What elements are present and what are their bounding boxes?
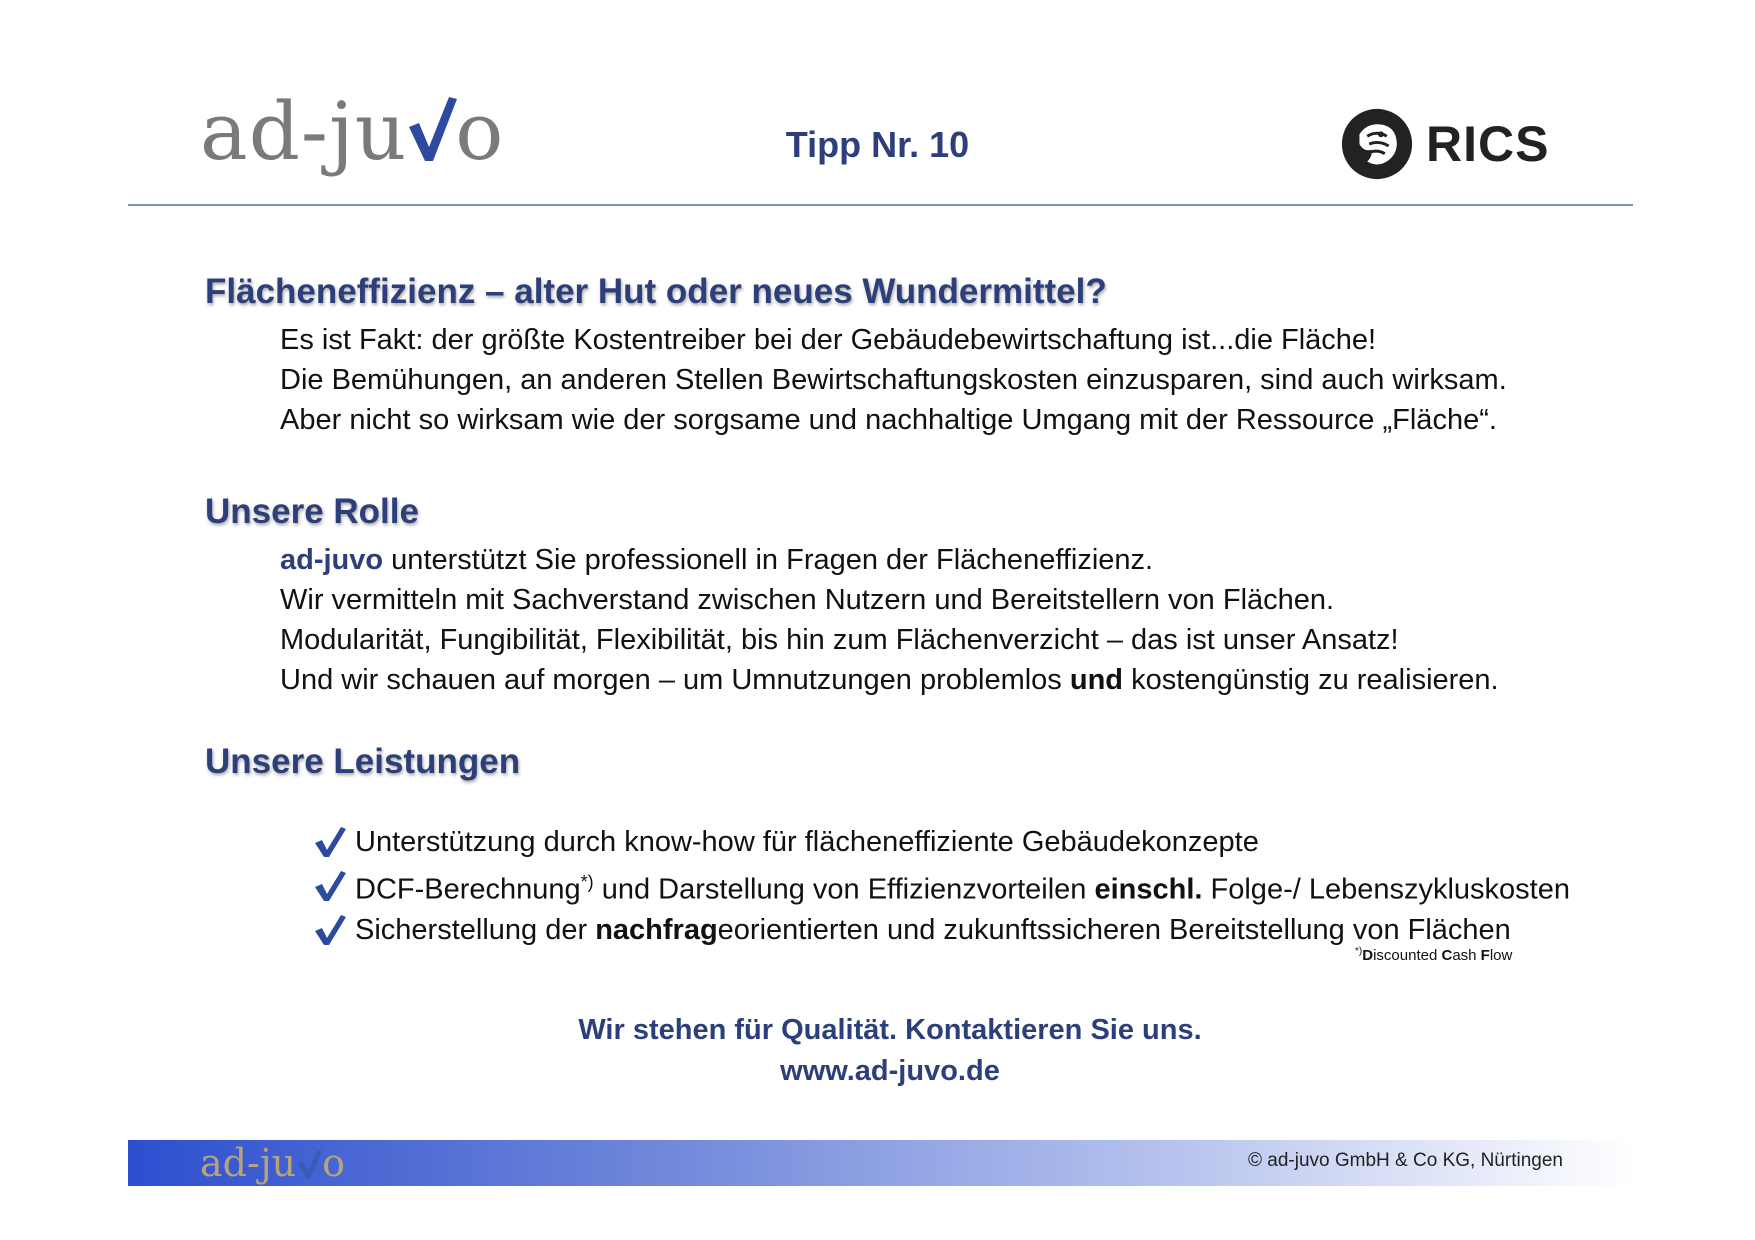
brand-name: ad-juvo xyxy=(280,544,384,576)
heading-flaecheneffizienz: Flächeneffizienz – alter Hut oder neues Wundermittel? xyxy=(205,272,1107,311)
website-link[interactable]: www.ad-juvo.de xyxy=(780,1055,1000,1087)
item2-middle: und Darstellung von Effizienzvorteilen xyxy=(593,873,1095,906)
service-item-1-text: Unterstützung durch know-how für flächeneffiziente Gebäudekonzepte xyxy=(355,826,1259,858)
intro-line-3: Aber nicht so wirksam wie der sorgsame und nachhaltige Umgang mit der Ressource „Fläche“. xyxy=(280,404,1497,436)
footnote-2: ash xyxy=(1452,947,1481,964)
rolle-line-4-b: kostengünstig zu realisieren. xyxy=(1123,664,1499,696)
footnote-sup: *) xyxy=(1355,946,1363,957)
footer-logo xyxy=(200,1140,345,1186)
item2-end: Folge-/ Lebenszykluskosten xyxy=(1202,873,1570,906)
heading-unsere-rolle: Unsere Rolle xyxy=(205,492,419,531)
service-item xyxy=(313,862,1570,910)
services-list xyxy=(313,822,1570,950)
footnote-d: D xyxy=(1362,947,1374,964)
service-item-3-text xyxy=(355,910,1511,950)
checkmark-icon xyxy=(313,869,347,903)
dcf-text: DCF-Berechnung xyxy=(355,873,581,906)
copyright: © ad-juvo GmbH & Co KG, Nürtingen xyxy=(1248,1150,1563,1171)
checkmark-icon xyxy=(313,825,347,859)
intro-line-2: Die Bemühungen, an anderen Stellen Bewirtschaftungskosten einzusparen, sind auch wirksam. xyxy=(280,364,1507,396)
rolle-line-2: Wir vermitteln mit Sachverstand zwischen Nutzern und Bereitstellern von Flächen. xyxy=(280,584,1335,616)
rics-logo xyxy=(1338,104,1549,184)
item3-start: Sicherstellung der xyxy=(355,913,596,946)
footnote-1: iscounted xyxy=(1373,947,1442,964)
intro-line-1: Es ist Fakt: der größte Kostentreiber bei der Gebäudebewirtschaftung ist...die Fläche! xyxy=(280,324,1377,356)
footer-logo-left: ad-ju xyxy=(200,1141,297,1185)
footnote-3: low xyxy=(1489,947,1513,964)
rolle-line-3: Modularität, Fungibilität, Flexibilität, bis hin zum Flächenverzicht – das ist unser Ansatz! xyxy=(280,624,1399,656)
footnote-f: F xyxy=(1480,947,1490,964)
checkmark-icon xyxy=(313,913,347,947)
footnote-c: C xyxy=(1441,947,1453,964)
footer-logo-check-icon xyxy=(296,1143,322,1173)
paragraph-rolle xyxy=(280,540,1499,700)
footnote-dcf xyxy=(1355,946,1512,964)
item3-bold: nachfrag xyxy=(595,913,718,946)
item2-bold: einschl. xyxy=(1094,873,1203,906)
header-divider xyxy=(128,204,1633,206)
service-item xyxy=(313,822,1570,862)
rolle-line-4-bold: und xyxy=(1069,664,1124,696)
service-item-2-text xyxy=(355,862,1570,910)
cta-line: Wir stehen für Qualität. Kontaktieren Sie uns. xyxy=(578,1014,1202,1046)
tip-title: Tipp Nr. 10 xyxy=(785,124,970,165)
rolle-line-4 xyxy=(280,660,1499,700)
rolle-line-1-text: unterstützt Sie professionell in Fragen der Flächeneffizienz. xyxy=(383,544,1154,576)
lion-emblem-icon xyxy=(1338,104,1416,184)
item3-end: eorientierten und zukunftssicheren Bereitstellung von Flächen xyxy=(717,913,1511,946)
rolle-line-1 xyxy=(280,540,1499,580)
rolle-line-4-a: Und wir schauen auf morgen – um Umnutzungen problemlos xyxy=(280,664,1070,696)
footer-logo-right: o xyxy=(322,1141,345,1185)
logo-text-right: o xyxy=(455,85,505,178)
rics-text: RICS xyxy=(1426,116,1550,172)
call-to-action xyxy=(0,1010,1755,1092)
heading-unsere-leistungen: Unsere Leistungen xyxy=(205,742,521,781)
service-item xyxy=(313,910,1570,950)
footnote-marker: *) xyxy=(580,872,594,892)
logo-text-left: ad-ju xyxy=(200,85,408,178)
paragraph-intro xyxy=(280,320,1507,440)
